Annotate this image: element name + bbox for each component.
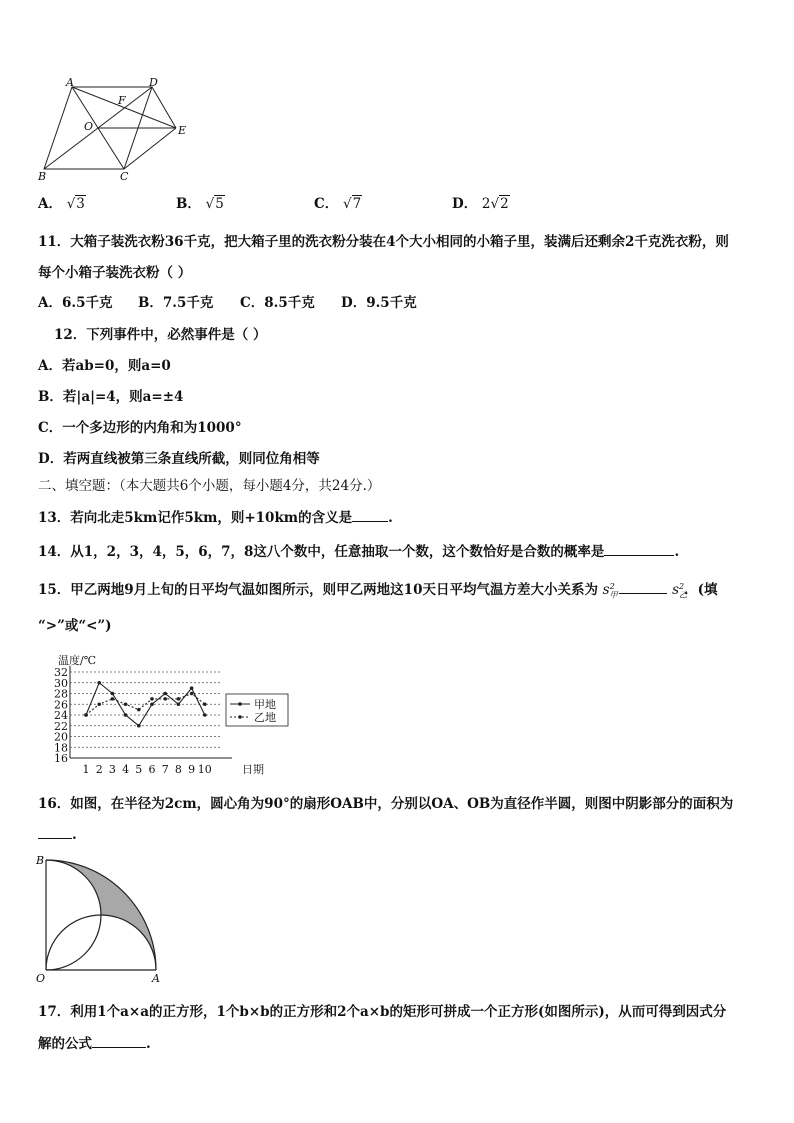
data-point xyxy=(137,724,141,728)
data-point xyxy=(190,686,194,690)
y-tick-label: 24 xyxy=(54,709,68,722)
q11-option-c[interactable]: C．8.5千克 xyxy=(240,295,315,311)
data-point xyxy=(203,713,207,717)
data-point xyxy=(150,702,154,706)
q11-option-d[interactable]: D．9.5千克 xyxy=(341,295,417,311)
x-tick-label: 5 xyxy=(135,763,143,776)
q10-option-a[interactable]: A． √3 xyxy=(38,196,85,212)
y-tick-label: 28 xyxy=(54,687,68,701)
data-point xyxy=(97,681,101,685)
q15-stem-line2: “>”或“<”) xyxy=(38,618,112,634)
label-c: C xyxy=(120,170,129,182)
data-point xyxy=(163,692,167,696)
x-axis-label: 日期 xyxy=(242,763,264,776)
parallelogram-figure xyxy=(36,78,196,182)
answer-blank[interactable] xyxy=(619,581,667,594)
data-point xyxy=(203,702,207,706)
x-tick-label: 8 xyxy=(174,763,182,776)
label-a: A xyxy=(152,972,160,985)
variance-symbol: $s_乙^2$ xyxy=(672,581,688,600)
y-tick-label: 16 xyxy=(54,752,68,765)
x-tick-label: 6 xyxy=(148,763,156,776)
x-tick-label: 1 xyxy=(82,763,90,776)
q11-option-b[interactable]: B．7.5千克 xyxy=(138,295,214,311)
q15-stem: 15．甲乙两地9月上旬的日平均气温如图所示，则甲乙两地这10天日平均气温方差大小关系为 $s_甲^2$ $s_乙^2$．(填 xyxy=(38,581,718,600)
sqrt-symbol: √2 xyxy=(490,196,509,212)
answer-blank[interactable] xyxy=(604,543,674,556)
sqrt-symbol: √7 xyxy=(342,196,362,212)
y-tick-label: 20 xyxy=(54,730,68,744)
data-point xyxy=(190,692,194,696)
y-axis-label: 温度/℃ xyxy=(58,654,97,667)
data-point xyxy=(124,713,128,717)
label-o: O xyxy=(84,120,94,133)
q11-stem-line2: 每个小箱子装洗衣粉（ ） xyxy=(38,265,192,281)
q10-option-b[interactable]: B． √5 xyxy=(176,196,224,212)
x-tick-label: 2 xyxy=(95,763,103,776)
sqrt-symbol: √3 xyxy=(66,196,85,212)
q14-stem: 14．从1，2，3，4，5，6，7，8这八个数中，任意抽取一个数，这个数恰好是合数的概率是 . xyxy=(38,544,680,560)
data-point xyxy=(124,702,128,706)
label-b: B xyxy=(38,170,47,182)
y-tick-label: 22 xyxy=(54,719,68,733)
q11-stem-line1: 11．大箱子装洗衣粉36千克，把大箱子里的洗衣粉分装在4个大小相同的小箱子里，装满后还剩余2千克洗衣粉，则 xyxy=(38,234,729,250)
data-point xyxy=(84,713,88,717)
q10-option-d[interactable]: D． 2√2 xyxy=(452,196,509,212)
data-point xyxy=(97,702,101,706)
q12-option-c[interactable]: C．一个多边形的内角和为1000° xyxy=(38,420,242,436)
temperature-chart xyxy=(44,648,294,776)
x-tick-label: 3 xyxy=(108,763,116,776)
label-b: B xyxy=(36,854,45,867)
x-tick-label: 10 xyxy=(197,763,212,776)
legend-label: 甲地 xyxy=(254,698,276,711)
legend-label: 乙地 xyxy=(254,711,276,724)
sector-figure xyxy=(34,850,174,985)
data-point xyxy=(177,702,181,706)
label-e: E xyxy=(178,124,187,137)
y-tick-label: 18 xyxy=(54,741,68,755)
q16-stem-line2: . xyxy=(38,826,77,843)
q12-option-d[interactable]: D．若两直线被第三条直线所截，则同位角相等 xyxy=(38,451,320,467)
q17-stem-line1: 17．利用1个a×a的正方形，1个b×b的正方形和2个a×b的矩形可拼成一个正方形(如图所示)，从而可得到因式分 xyxy=(38,1004,727,1020)
q12-option-a[interactable]: A．若ab=0，则a=0 xyxy=(38,358,171,374)
label-o: O xyxy=(36,972,46,985)
q10-option-c[interactable]: C． √7 xyxy=(314,196,362,212)
y-tick-label: 30 xyxy=(54,676,68,690)
answer-blank[interactable] xyxy=(92,1035,146,1048)
q17-stem-line2: 解的公式 . xyxy=(38,1036,151,1052)
data-point xyxy=(177,697,181,701)
data-point xyxy=(111,697,115,701)
y-tick-label: 26 xyxy=(54,698,68,712)
x-tick-label: 7 xyxy=(161,763,169,776)
q13-stem: 13．若向北走5km记作5km，则+10km的含义是 . xyxy=(38,510,393,526)
data-point xyxy=(150,697,154,701)
x-tick-label: 4 xyxy=(122,763,130,776)
data-point xyxy=(163,697,167,701)
x-tick-label: 9 xyxy=(188,763,196,776)
section-heading: 二、填空题：（本大题共6个小题，每小题4分，共24分.） xyxy=(38,478,381,494)
data-point xyxy=(137,708,141,712)
q12-option-b[interactable]: B．若|a|=4，则a=±4 xyxy=(38,389,184,405)
answer-blank[interactable] xyxy=(38,826,72,839)
legend-marker xyxy=(238,715,242,719)
q12-stem: 12．下列事件中，必然事件是（ ） xyxy=(54,327,267,343)
data-point xyxy=(111,692,115,696)
label-f: F xyxy=(118,94,126,107)
sqrt-symbol: √5 xyxy=(205,196,224,212)
label-d: D xyxy=(149,78,158,89)
y-tick-label: 32 xyxy=(54,666,68,679)
label-a: A xyxy=(66,78,74,89)
answer-blank[interactable] xyxy=(352,509,388,522)
q11-option-a[interactable]: A．6.5千克 xyxy=(38,295,113,311)
legend-marker xyxy=(238,702,242,706)
q16-stem-line1: 16．如图，在半径为2cm，圆心角为90°的扇形OAB中，分别以OA、OB为直径作半圆，则图中阴影部分的面积为 xyxy=(38,796,734,812)
variance-symbol: $s_甲^2$ xyxy=(602,581,618,600)
